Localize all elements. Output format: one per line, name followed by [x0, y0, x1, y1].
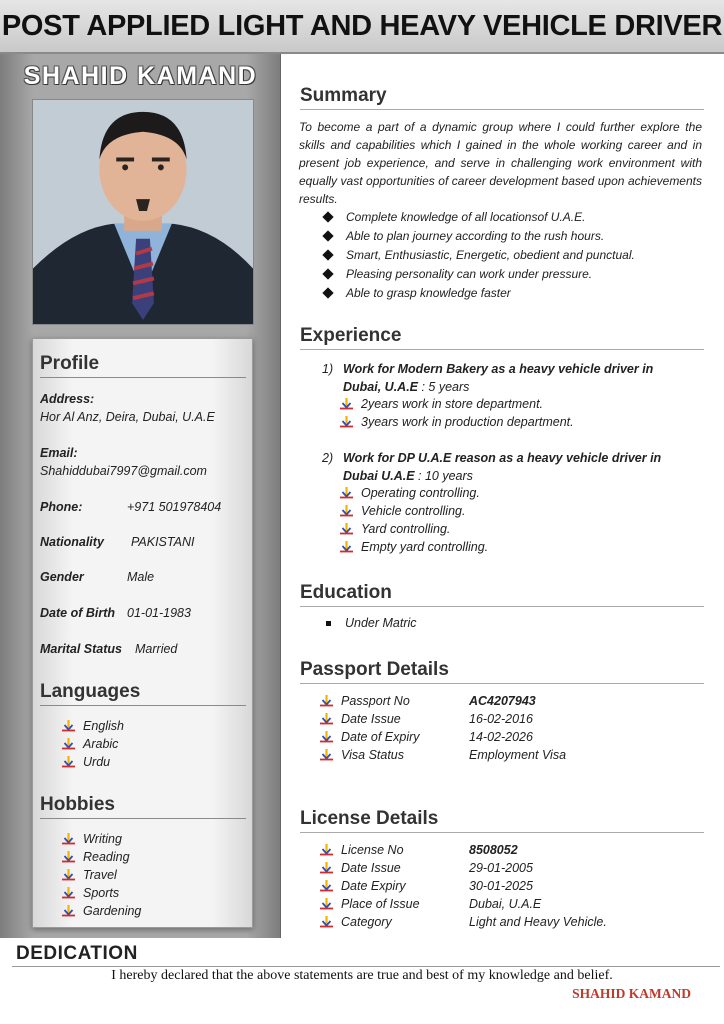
arrow-bullet-icon [340, 505, 353, 517]
signature-name: SHAHID KAMAND [572, 986, 691, 1001]
list-item: Vehicle controlling. [340, 502, 488, 520]
square-bullet-icon [326, 621, 331, 626]
address-label: Address: [40, 392, 95, 406]
sidebar [0, 54, 281, 938]
arrow-bullet-icon [320, 731, 333, 743]
list-item: Date Issue 16-02-2016 [320, 710, 566, 728]
list-item: Empty yard controlling. [340, 538, 488, 556]
languages-items [62, 717, 124, 771]
arrow-bullet-icon [320, 916, 333, 928]
dedication-text: I hereby declared that the above statements are true and best of my knowledge and belief. [111, 968, 613, 983]
dob-value: 01-01-1983 [127, 606, 191, 620]
dedication-heading: DEDICATION [16, 943, 138, 964]
list-item: Under Matric [322, 614, 417, 632]
list-item: Urdu [62, 753, 124, 771]
hobbies-items [62, 830, 141, 920]
list-item: Writing [62, 830, 141, 848]
arrow-bullet-icon [62, 905, 75, 917]
arrow-bullet-icon [340, 523, 353, 535]
dob-label: Date of Birth [40, 606, 115, 620]
arrow-bullet-icon [320, 749, 333, 761]
nationality-label: Nationality [40, 535, 104, 549]
profile-photo [32, 99, 254, 325]
list-item: Reading [62, 848, 141, 866]
list-item: Place of Issue Dubai, U.A.E [320, 895, 607, 913]
arrow-bullet-icon [62, 887, 75, 899]
list-item: Pleasing personality can work under pressure. [322, 265, 635, 284]
arrow-bullet-icon [62, 756, 75, 768]
list-item: Sports [62, 884, 141, 902]
license-details [320, 841, 607, 931]
phone-value: +971 501978404 [127, 500, 222, 514]
arrow-bullet-icon [320, 713, 333, 725]
list-item: Operating controlling. [340, 484, 488, 502]
arrow-bullet-icon [340, 487, 353, 499]
passport-heading: Passport Details [300, 659, 704, 684]
gender-label: Gender [40, 570, 84, 584]
arrow-bullet-icon [340, 541, 353, 553]
diamond-bullet-icon [322, 249, 333, 260]
marital-value: Married [135, 642, 178, 656]
diamond-bullet-icon [322, 211, 333, 222]
list-item: Visa Status Employment Visa [320, 746, 566, 764]
passport-details [320, 692, 566, 764]
education-list [322, 614, 417, 632]
arrow-bullet-icon [320, 695, 333, 707]
address-value: Hor Al Anz, Deira, Dubai, U.A.E [40, 410, 215, 424]
list-item: Able to grasp knowledge faster [322, 284, 635, 303]
list-item: Able to plan journey according to the rush hours. [322, 226, 635, 245]
list-item: Date Issue 29-01-2005 [320, 859, 607, 877]
hobbies-heading: Hobbies [40, 794, 246, 819]
arrow-bullet-icon [320, 880, 333, 892]
license-heading: License Details [300, 808, 704, 833]
email-label: Email: [40, 446, 78, 460]
email-value: Shahiddubai7997@gmail.com [40, 464, 207, 478]
arrow-bullet-icon [340, 398, 353, 410]
list-item: Gardening [62, 902, 141, 920]
list-item: 3years work in production department. [340, 413, 574, 431]
experience-heading: Experience [300, 325, 704, 350]
marital-label: Marital Status [40, 642, 122, 656]
portrait-illustration [33, 100, 253, 324]
gender-value: Male [127, 570, 155, 584]
list-item: English [62, 717, 124, 735]
phone-label: Phone: [40, 500, 83, 514]
profile-heading: Profile [40, 353, 246, 378]
nationality-value: PAKISTANI [131, 535, 195, 549]
job-2-duties [340, 484, 488, 556]
diamond-bullet-icon [322, 288, 333, 299]
summary-text: To become a part of a dynamic group where I could further explore the skills and capabilities which I gained in the whole working career and in present job experience, and serve in challenging work environment with equally vast opportunities of career development based upon achievements results. [299, 120, 702, 206]
list-item: Travel [62, 866, 141, 884]
arrow-bullet-icon [320, 898, 333, 910]
arrow-bullet-icon [62, 720, 75, 732]
page-title: POST APPLIED LIGHT AND HEAVY VEHICLE DRIVER [1, 9, 723, 42]
title-banner [0, 0, 724, 54]
list-item: Date of Expiry 14-02-2026 [320, 728, 566, 746]
job-1-duties [340, 395, 574, 431]
divider [12, 966, 720, 967]
arrow-bullet-icon [320, 844, 333, 856]
list-item: Smart, Enthusiastic, Energetic, obedient and punctual. [322, 245, 635, 264]
arrow-bullet-icon [340, 416, 353, 428]
arrow-bullet-icon [62, 851, 75, 863]
arrow-bullet-icon [320, 862, 333, 874]
arrow-bullet-icon [62, 738, 75, 750]
list-item: Date Expiry 30-01-2025 [320, 877, 607, 895]
arrow-bullet-icon [62, 869, 75, 881]
list-item: 2years work in store department. [340, 395, 574, 413]
candidate-name: SHAHID KAMAND [23, 62, 258, 90]
list-item: Complete knowledge of all locationsof U.A.E. [322, 207, 635, 226]
list-item: Category Light and Heavy Vehicle. [320, 913, 607, 931]
diamond-bullet-icon [322, 230, 333, 241]
job-1-heading: 1) Work for Modern Bakery as a heavy vehicle driver in Dubai, U.A.E : 5 years [322, 362, 654, 394]
list-item: License No 8508052 [320, 841, 607, 859]
job-2-heading: 2) Work for DP U.A.E reason as a heavy vehicle driver in Dubai U.A.E : 10 years [322, 451, 662, 483]
education-heading: Education [300, 582, 704, 607]
list-item: Passport No AC4207943 [320, 692, 566, 710]
summary-points [322, 207, 635, 303]
languages-heading: Languages [40, 681, 246, 706]
list-item: Yard controlling. [340, 520, 488, 538]
diamond-bullet-icon [322, 268, 333, 279]
arrow-bullet-icon [62, 833, 75, 845]
list-item: Arabic [62, 735, 124, 753]
summary-heading: Summary [300, 85, 704, 110]
